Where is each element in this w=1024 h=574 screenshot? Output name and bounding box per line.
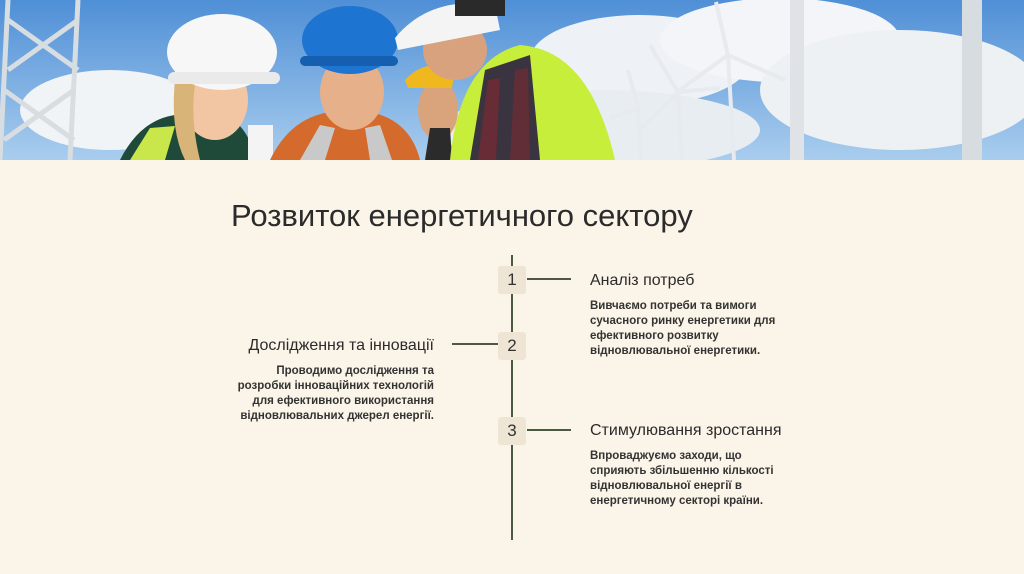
step-desc-3-line: Впроваджуємо заходи, що (590, 450, 742, 462)
step-desc-1 (590, 299, 775, 359)
connector-step-1 (527, 278, 571, 280)
step-desc-3-line: енергетичному секторі країни. (590, 495, 764, 507)
step-title-2: Дослідження та інновації (248, 337, 434, 354)
page-title: Розвиток енергетичного сектору (231, 198, 693, 233)
step-number-1: 1 (498, 266, 526, 294)
step-title-3: Стимулювання зростання (590, 422, 782, 439)
step-desc-1-line: відновлювальної енергетики. (590, 345, 761, 357)
step-number-2: 2 (498, 332, 526, 360)
hero-photo-engineers-wind-turbines (0, 0, 1024, 160)
timeline-line (511, 255, 513, 540)
connector-step-2 (452, 343, 498, 345)
step-desc-2-line: для ефективного використання (252, 395, 434, 407)
step-desc-2-line: відновлювальних джерел енергії. (240, 410, 434, 422)
step-desc-1-line: Вивчаємо потреби та вимоги (590, 300, 757, 312)
step-desc-1-line: ефективного розвитку (590, 330, 719, 342)
hero-illustration (0, 0, 1024, 160)
step-desc-3 (590, 449, 774, 509)
step-desc-3-line: сприяють збільшенню кількості (590, 465, 774, 477)
step-desc-3-line: відновлювальної енергії в (590, 480, 742, 492)
step-desc-2-line: Проводимо дослідження та (276, 365, 434, 377)
step-title-1: Аналіз потреб (590, 272, 695, 289)
step-desc-2 (238, 364, 434, 424)
step-desc-1-line: сучасного ринку енергетики для (590, 315, 776, 327)
step-number-3: 3 (498, 417, 526, 445)
step-desc-2-line: розробки інноваційних технологій (237, 380, 434, 392)
connector-step-3 (527, 429, 571, 431)
